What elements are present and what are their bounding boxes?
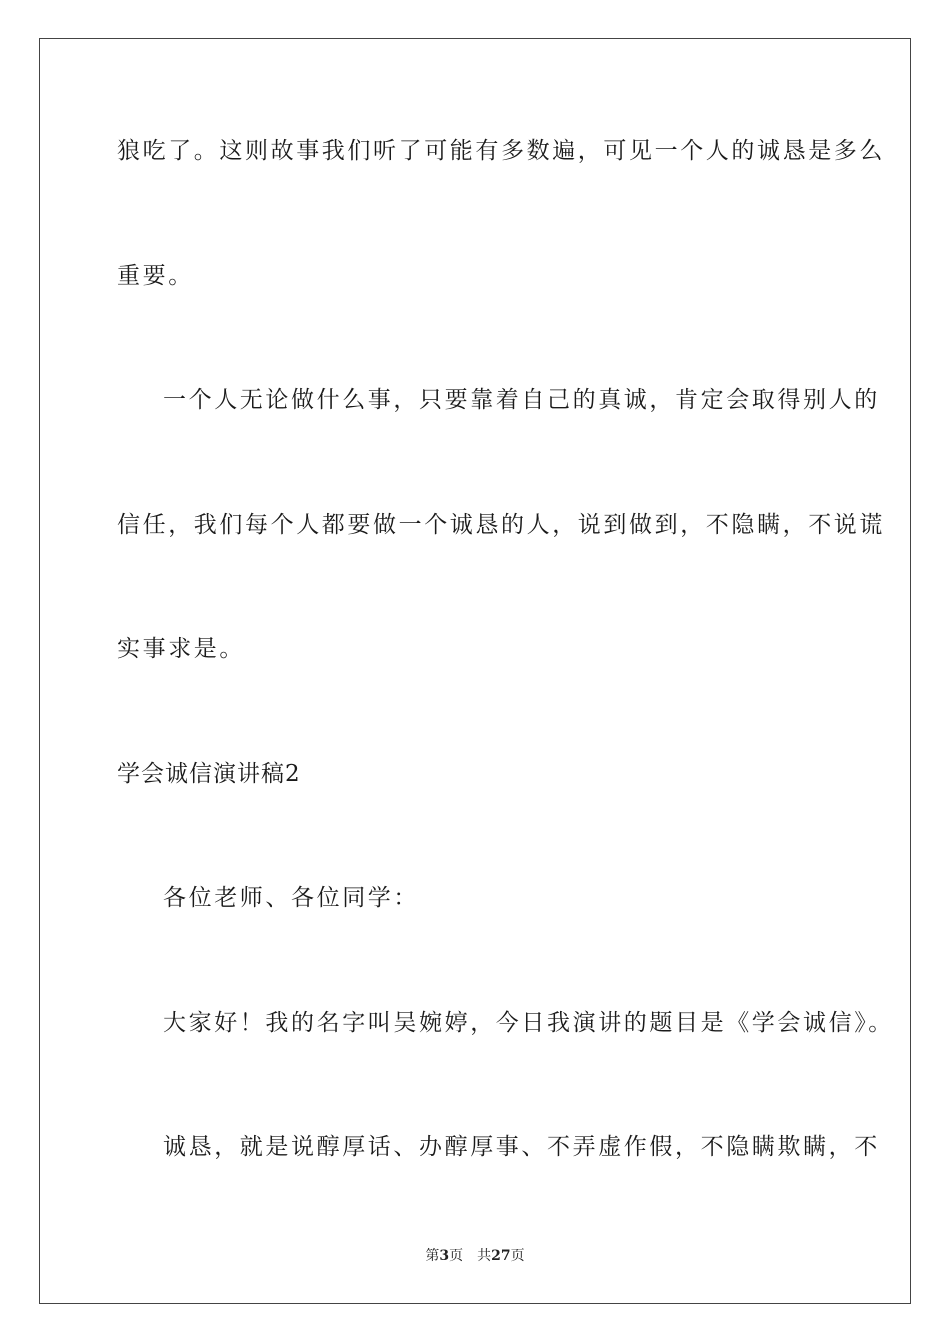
paragraph-first-line: 诚恳，就是说醇厚话、办醇厚事、不弄虚作假，不隐瞒欺瞒，不 — [163, 1134, 880, 1160]
page-prefix: 第 — [425, 1248, 440, 1264]
paragraph-first-line: 大家好！我的名字叫吴婉婷，今日我演讲的题目是《学会诚信》。 — [163, 1010, 894, 1036]
page-footer — [0, 1247, 950, 1265]
body-text-line: 重要。 — [117, 263, 194, 289]
page-suffix: 页 — [449, 1248, 464, 1264]
page-border — [39, 38, 911, 1304]
body-text-line: 实事求是。 — [117, 636, 245, 662]
paragraph-first-line: 一个人无论做什么事，只要靠着自己的真诚，肯定会取得别人的 — [163, 387, 880, 413]
body-text-line: 信任，我们每个人都要做一个诚恳的人，说到做到，不隐瞒，不说谎 — [117, 512, 885, 538]
total-prefix: 共 — [477, 1248, 492, 1264]
total-suffix: 页 — [510, 1248, 525, 1264]
total-pages: 27 — [491, 1248, 511, 1264]
salutation: 各位老师、各位同学： — [163, 885, 419, 911]
page-number: 3 — [439, 1248, 450, 1264]
section-heading: 学会诚信演讲稿2 — [117, 761, 301, 787]
body-text-line: 狼吃了。这则故事我们听了可能有多数遍，可见一个人的诚恳是多么 — [117, 138, 885, 164]
